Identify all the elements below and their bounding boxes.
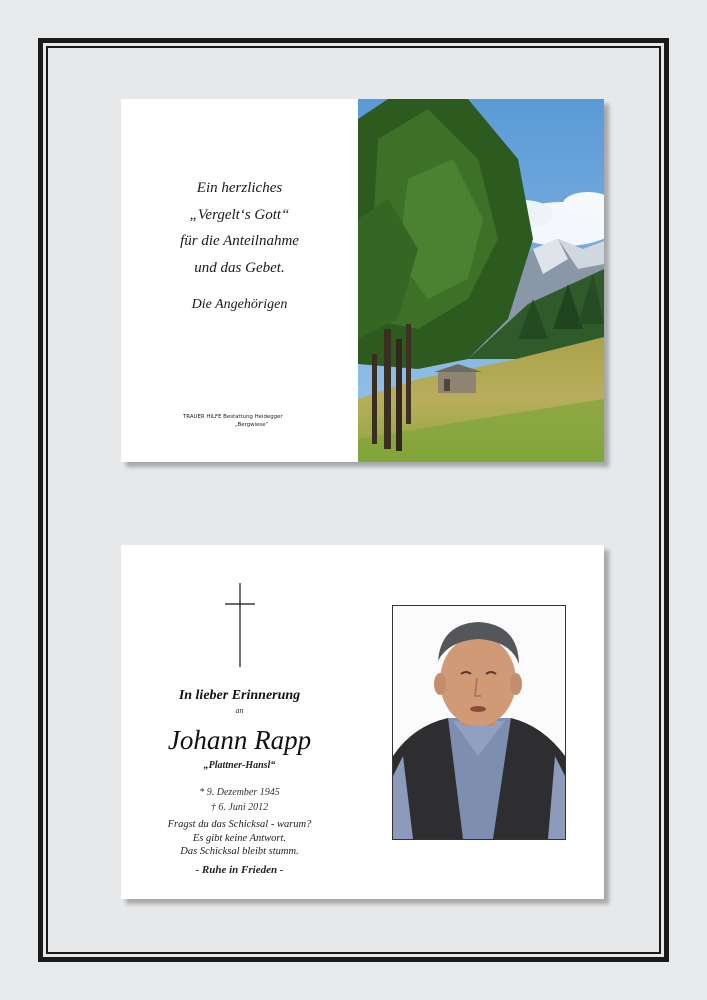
life-dates (121, 785, 358, 815)
thank-you-text (121, 175, 358, 281)
deceased-nickname: „Plattner-Hansl“ (203, 760, 276, 771)
portrait-photo (392, 605, 566, 840)
mountain-meadow-photo (358, 99, 604, 462)
thank-you-line: für die Anteilnahme (180, 233, 299, 249)
verse-line: Das Schicksal bleibt stumm. (180, 846, 299, 857)
funeral-home-sub: „Bergwiese“ (235, 422, 269, 428)
memorial-an: an (235, 706, 244, 715)
memorial-heading: In lieber Erinnerung (178, 688, 301, 703)
thank-you-card (121, 99, 604, 462)
signature-relatives: Die Angehörigen (191, 297, 288, 312)
memorial-verse (121, 818, 358, 859)
cross-icon (224, 583, 256, 667)
funeral-home-credit (183, 413, 353, 429)
deceased-name: Johann Rapp (167, 725, 312, 755)
thank-you-line: „Vergelt‘s Gott“ (189, 206, 290, 223)
memorial-card (121, 545, 604, 899)
verse-line: Es gibt keine Antwort. (192, 832, 287, 844)
funeral-home-name: TRAUER HILFE Bestattung Heidegger (183, 414, 283, 420)
thank-you-line: und das Gebet. (194, 259, 285, 276)
rest-in-peace: - Ruhe in Frieden - (195, 864, 284, 876)
verse-line: Fragst du das Schicksal - warum? (167, 819, 312, 830)
death-date: † 6. Juni 2012 (210, 802, 269, 813)
birth-date: * 9. Dezember 1945 (199, 787, 280, 798)
thank-you-line: Ein herzliches (196, 180, 283, 196)
